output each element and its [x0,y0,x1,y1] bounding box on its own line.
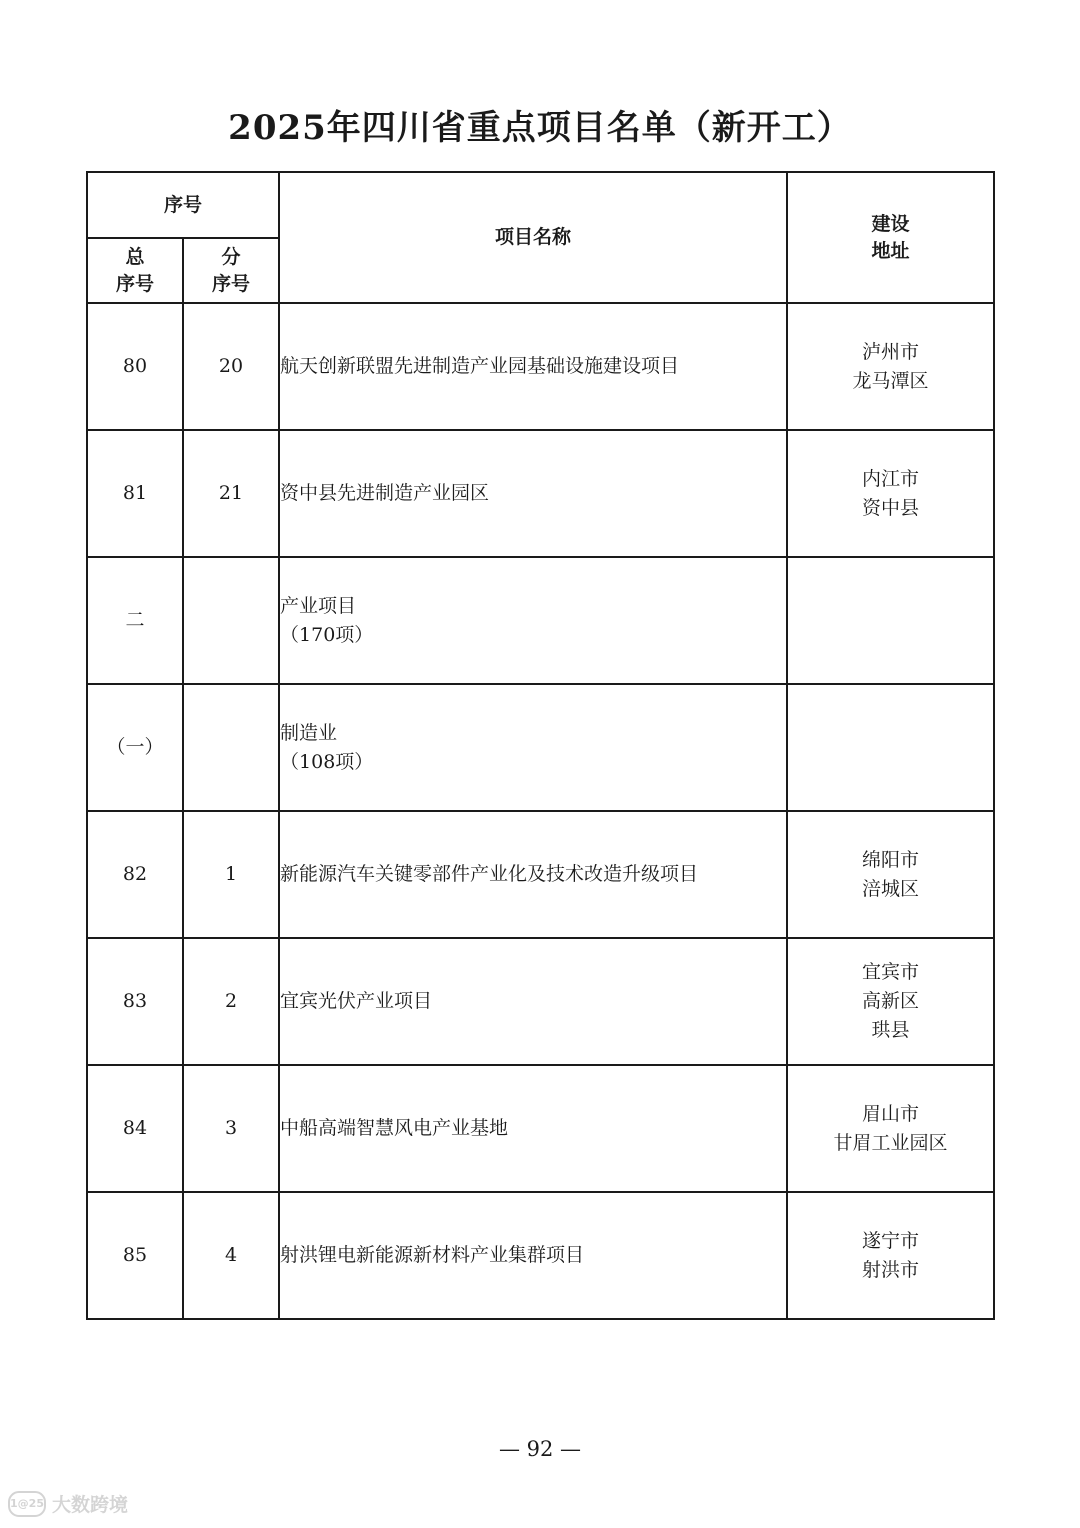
header-sub-seq-line: 序号 [212,272,251,295]
project-name-cell [279,557,787,684]
location-line: 珙县 [871,1019,910,1041]
project-name-line: 宜宾光伏产业项目 [280,990,433,1012]
project-name-line: 航天创新联盟先进制造产业园基础设施建设项目 [280,355,680,377]
project-name-line: 射洪锂电新能源新材料产业集群项目 [280,1244,585,1266]
sub-seq-cell [183,557,279,684]
location-line: 内江市 [862,467,920,490]
page-title: 2025年四川省重点项目名单（新开工） [228,108,852,148]
location-line: 涪城区 [862,877,920,900]
table-row [87,1065,994,1192]
location-line: 泸州市 [862,340,920,363]
projects-table [86,171,995,1320]
location-line: 射洪市 [862,1258,920,1281]
sub-seq-cell: 2 [183,938,279,1065]
total-seq-cell: 82 [87,811,183,938]
total-seq-cell: 85 [87,1192,183,1319]
project-name-cell [279,430,787,557]
header-sub-seq [183,238,279,303]
project-name-line: （170项） [280,623,374,646]
project-name-cell [279,938,787,1065]
location-line: 宜宾市 [862,961,920,983]
sub-seq-cell [183,684,279,811]
location-line: 遂宁市 [862,1229,920,1252]
table-row [87,430,994,557]
location-cell [787,811,994,938]
location-line: 甘眉工业园区 [833,1131,948,1154]
sub-seq-cell: 4 [183,1192,279,1319]
project-name-cell [279,1065,787,1192]
table-row [87,557,994,684]
project-name-line: 中船高端智慧风电产业基地 [280,1117,509,1139]
project-name-line: 资中县先进制造产业园区 [280,482,490,504]
location-line: 眉山市 [862,1102,920,1125]
total-seq-cell: 84 [87,1065,183,1192]
project-name-cell [279,1192,787,1319]
header-location-line: 地址 [871,239,910,262]
table-row [87,938,994,1065]
sub-seq-cell: 21 [183,430,279,557]
location-cell [787,557,994,684]
header-project-name: 项目名称 [279,172,787,303]
total-seq-cell: 80 [87,303,183,430]
total-seq-cell: 二 [87,557,183,684]
project-name-cell [279,811,787,938]
table-body [87,303,994,1319]
header-location-line: 建设 [871,212,910,235]
project-name-line: 制造业 [280,721,338,744]
header-total-seq-line: 序号 [115,272,154,295]
header-total-seq [87,238,183,303]
watermark-text: 大数跨境 [52,1494,129,1516]
project-name-line: 新能源汽车关键零部件产业化及技术改造升级项目 [280,863,699,885]
project-name-cell [279,684,787,811]
project-name-line: 产业项目 [280,594,357,617]
location-cell [787,938,994,1065]
header-location [787,172,994,303]
sub-seq-cell: 1 [183,811,279,938]
location-cell [787,430,994,557]
project-name-cell [279,303,787,430]
table-row [87,811,994,938]
location-line: 高新区 [862,990,920,1012]
location-cell [787,1192,994,1319]
location-cell [787,684,994,811]
sub-seq-cell: 3 [183,1065,279,1192]
page-number: — 92 — [498,1437,582,1461]
project-name-line: （108项） [280,750,374,773]
table-row [87,1192,994,1319]
header-seq-group: 序号 [87,172,279,238]
total-seq-cell: 81 [87,430,183,557]
location-line: 资中县 [862,496,920,519]
table-row [87,303,994,430]
location-cell [787,1065,994,1192]
table-row [87,684,994,811]
sub-seq-cell: 20 [183,303,279,430]
total-seq-cell: 83 [87,938,183,1065]
header-sub-seq-line: 分 [221,245,241,268]
table-header [87,172,994,303]
header-total-seq-line: 总 [125,245,145,268]
location-line: 龙马潭区 [852,369,929,392]
watermark-logo-icon: 1@25 [8,1491,46,1517]
total-seq-cell: （一） [87,684,183,811]
location-line: 绵阳市 [862,848,920,871]
watermark [8,1490,128,1517]
location-cell [787,303,994,430]
